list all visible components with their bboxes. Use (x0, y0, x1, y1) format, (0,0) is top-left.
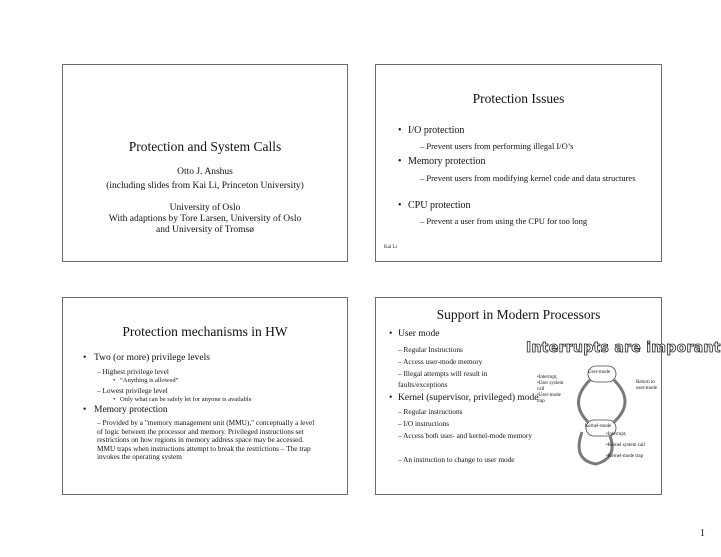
bullet-icon: • (83, 405, 87, 415)
down-arrow (578, 380, 590, 422)
slide4-bullet-kernel: Kernel (supervisor, privileged) mode (398, 393, 539, 403)
slide3-sub-highest: – Highest privilege level (97, 367, 169, 376)
bullet-icon: • (398, 156, 402, 167)
slide2-sub-cpu: – Prevent a user from using the CPU for too long (420, 216, 588, 226)
slide4-sub-io: – I/O instructions (398, 419, 450, 428)
diagram-bottom-2: •Kernel system call (606, 443, 645, 448)
slide-protection-issues (375, 64, 662, 262)
bullet-icon: • (398, 200, 402, 211)
diagram-return: Return to user-mode (636, 380, 658, 391)
slide4-bullet-user: User mode (398, 329, 440, 339)
bullet-icon: • (113, 377, 116, 384)
bullet-icon: • (389, 329, 393, 339)
slide2-sub-io: – Prevent users from performing illegal I/O’s (420, 141, 574, 151)
diagram-user-mode: User-mode (587, 370, 611, 375)
slide-protection-mechanisms (62, 297, 348, 495)
diagram-bottom-1: •Interrupt, (606, 432, 627, 437)
slide4-title: Support in Modern Processors (436, 307, 601, 322)
slide1-credit: (including slides from Kai Li, Princeton University) (106, 181, 304, 191)
slide3-bullet-privilege: Two (or more) privilege levels (94, 353, 210, 363)
slide3-sub-anything: “Anything is allowed” (120, 377, 179, 384)
slide4-sub-illegal: – Illegal attempts will result in faults/exceptions (398, 369, 488, 389)
slide3-sub-lowest: – Lowest privilege level (97, 386, 168, 395)
slide2-title: Protection Issues (472, 91, 565, 106)
slide4-sub-change: – An instruction to change to user mode (398, 455, 515, 464)
slide2-footer: Kai Li (384, 245, 397, 250)
slide1-adaptions: With adaptions by Tore Larsen, University of Oslo and University of Tromsø (108, 214, 302, 235)
slide4-sub-regular: – Regular Instructions (398, 345, 463, 354)
up-arrow (614, 380, 625, 422)
slide4-sub-access-both: – Access both user- and kernel-mode memory (398, 431, 532, 440)
slide4-sub-access-user: – Access user-mode memory (398, 357, 483, 366)
slide3-sub-mmu: – Provided by a "memory management unit (MMU)," conceptually a level of logic between the processor and memory. Privileged instructions set restrictions on how regions in memory address space may be accessed. MMU traps when instructions attempt to break the restrictions – The trap invokes the operating system (97, 418, 315, 461)
slide4-sub-regular-k: – Regular instructions (398, 407, 463, 416)
diagram-kernel-mode: Kernel-mode (584, 424, 612, 429)
slide2-sub-memory: – Prevent users from modifying kernel code and data structures (420, 173, 636, 183)
slide-modern-processors (375, 297, 721, 495)
bullet-icon: • (113, 396, 116, 403)
slide1-title: Protection and System Calls (128, 139, 282, 154)
slide-title-page (62, 64, 348, 262)
diagram-left-events: •Interrupt, •User system call •User-mode trap (537, 375, 564, 404)
bullet-icon: • (83, 353, 87, 363)
slide3-title: Protection mechanisms in HW (122, 324, 288, 339)
slide2-bullet-cpu: CPU protection (408, 200, 471, 211)
page-number: 1 (700, 528, 705, 539)
slide2-bullet-io: I/O protection (408, 125, 465, 136)
slide1-affiliation: University of Oslo (169, 203, 241, 213)
slide2-bullet-memory: Memory protection (408, 156, 486, 167)
diagram-bottom-3: •Kernel-mode trap (606, 454, 644, 459)
bullet-icon: • (398, 125, 402, 136)
bullet-icon: • (389, 393, 393, 403)
slide4-banner: Interrupts are imporant (526, 340, 721, 356)
slide3-sub-safely: Only what can be safely let for anyone is available (120, 396, 252, 403)
slide1-author: Otto J. Anshus (177, 167, 233, 177)
slide3-bullet-memory: Memory protection (94, 405, 168, 415)
